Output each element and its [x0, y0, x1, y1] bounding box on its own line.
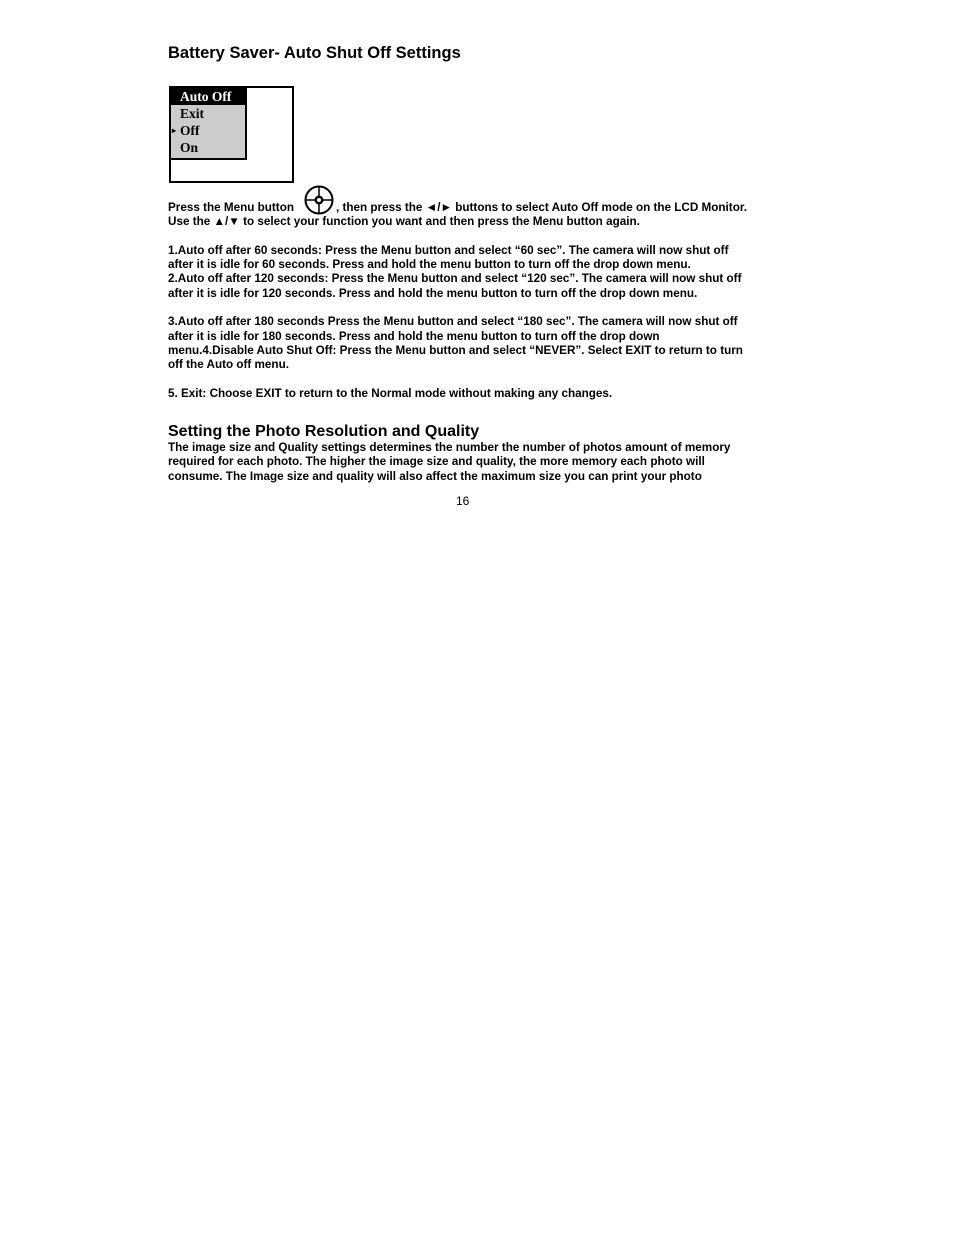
paragraph-line: 1.Auto off after 60 seconds: Press the Menu button and select “60 sec”. The camera will now shut off	[168, 244, 729, 257]
paragraph-line: after it is idle for 180 seconds. Press and hold the menu button to turn off the drop down	[168, 330, 660, 343]
menu-item-exit: Exit	[180, 106, 205, 121]
instruction-pre: Press the Menu button	[168, 201, 294, 214]
paragraph-line: 5. Exit: Choose EXIT to return to the Normal mode without making any changes.	[168, 387, 613, 400]
instruction-line-1	[168, 201, 294, 216]
paragraph-line: off the Auto off menu.	[168, 358, 289, 371]
lcd-screen-illustration	[169, 86, 294, 183]
menu-title: Auto Off	[171, 88, 245, 105]
section-heading: Battery Saver- Auto Shut Off Settings	[168, 44, 461, 62]
page-number: 16	[456, 494, 470, 508]
auto-off-menu	[171, 88, 247, 160]
paragraph-line: consume. The Image size and quality will also affect the maximum size you can print your photo	[168, 470, 702, 483]
paragraph-line: The image size and Quality settings determines the number the number of photos amount of memory	[168, 441, 731, 454]
instruction-line-2: Use the ▲/▼ to select your function you want and then press the Menu button again.	[168, 215, 640, 228]
paragraph-line: menu.4.Disable Auto Shut Off: Press the Menu button and select “NEVER”. Select EXIT to return to turn	[168, 344, 743, 357]
paragraph-line: after it is idle for 60 seconds. Press and hold the menu button to turn off the drop down menu.	[168, 258, 691, 271]
menu-button-icon	[304, 185, 334, 215]
menu-item-off: Off	[180, 123, 200, 138]
instruction-post: , then press the ◄/► buttons to select Auto Off mode on the LCD Monitor.	[336, 201, 747, 214]
paragraph-line: required for each photo. The higher the image size and quality, the more memory each photo will	[168, 455, 705, 468]
paragraph-line: 2.Auto off after 120 seconds: Press the Menu button and select “120 sec”. The camera will now shut off	[168, 272, 742, 285]
menu-item-on: On	[180, 140, 199, 155]
section-heading-2: Setting the Photo Resolution and Quality	[168, 423, 480, 440]
menu-cursor-icon: ▸	[172, 126, 177, 135]
paragraph-line: 3.Auto off after 180 seconds Press the Menu button and select “180 sec”. The camera will now shut off	[168, 315, 738, 328]
paragraph-line: after it is idle for 120 seconds. Press and hold the menu button to turn off the drop down menu.	[168, 287, 698, 300]
